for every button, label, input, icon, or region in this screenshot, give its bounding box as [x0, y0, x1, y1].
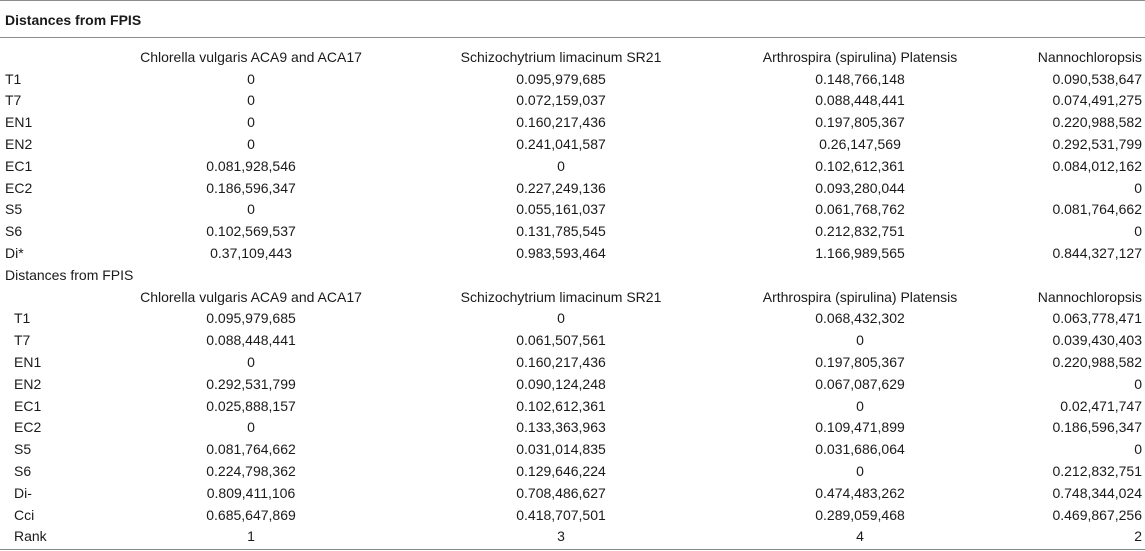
- row-label: EC2: [5, 179, 33, 196]
- table-cell: 0: [247, 419, 255, 436]
- table-cell: 0: [1134, 179, 1142, 196]
- table-cell: 0.844,327,127: [1052, 245, 1142, 262]
- row-label: S6: [14, 463, 32, 480]
- table-cell: 0: [856, 397, 864, 414]
- table-cell: 0.093,280,044: [815, 179, 905, 196]
- table-cell: 0.224,798,362: [206, 463, 296, 480]
- table-row: [0, 220, 1145, 242]
- row-label: EN2: [5, 136, 33, 153]
- table-cell: 0.109,471,899: [815, 419, 905, 436]
- table-row: [0, 199, 1145, 221]
- row-label: T1: [14, 310, 31, 327]
- column-header: Schizochytrium limacinum SR21: [460, 288, 662, 305]
- table-cell: 0.074,491,275: [1052, 92, 1142, 109]
- table-row: [0, 417, 1145, 439]
- table-cell: 0: [856, 463, 864, 480]
- table-cell: 0.289,059,468: [815, 506, 905, 523]
- table-cell: 0.081,764,662: [206, 441, 296, 458]
- corner-cell: [0, 286, 120, 308]
- row-label: S6: [5, 223, 23, 240]
- table-cell: 0.186,596,347: [1052, 419, 1142, 436]
- table-cell: 0.212,832,751: [1052, 463, 1142, 480]
- table-cell: 0.685,647,869: [206, 506, 296, 523]
- column-header: Chlorella vulgaris ACA9 and ACA17: [140, 288, 362, 305]
- table-cell: 0: [247, 201, 255, 218]
- table-cell: 0.186,596,347: [206, 179, 296, 196]
- table-cell: 0.095,979,685: [516, 70, 606, 87]
- table-cell: 0.148,766,148: [815, 70, 905, 87]
- table-cell: 0.068,432,302: [815, 310, 905, 327]
- row-label: EN2: [14, 375, 42, 392]
- table-cell: 0.063,778,471: [1052, 310, 1142, 327]
- table-cell: 0.809,411,106: [206, 484, 296, 501]
- row-label: EC2: [14, 419, 42, 436]
- distances-table: [0, 46, 1145, 547]
- column-header: Arthrospira (spirulina) Platensis: [762, 288, 958, 305]
- table-cell: 0.133,363,963: [516, 419, 606, 436]
- table-cell: 0.37,109,443: [210, 245, 292, 262]
- column-header: Nannochloropsis: [1037, 288, 1142, 305]
- table-cell: 0: [557, 310, 565, 327]
- row-label: Di-: [14, 484, 32, 501]
- table-cell: 0.212,832,751: [815, 223, 905, 240]
- table-cell: 0.031,014,835: [516, 441, 606, 458]
- bottom-rule: [0, 549, 1145, 550]
- table-row: [0, 111, 1145, 133]
- table-cell: 0.02,471,747: [1060, 397, 1142, 414]
- table-row: [0, 460, 1145, 482]
- table-cell: 0.197,805,367: [815, 114, 905, 131]
- table-cell: 0: [557, 157, 565, 174]
- table-cell: 0.227,249,136: [516, 179, 606, 196]
- table-cell: 0.067,087,629: [815, 375, 905, 392]
- table-cell: 0: [856, 332, 864, 349]
- row-label: EN1: [5, 114, 33, 131]
- table-row: [0, 133, 1145, 155]
- row-label: S5: [14, 441, 32, 458]
- table-row: [0, 482, 1145, 504]
- table-row: [0, 68, 1145, 90]
- table-cell: 0.081,928,546: [206, 157, 296, 174]
- table-cell: 0.090,538,647: [1052, 70, 1142, 87]
- table-cell: 0.469,867,256: [1052, 506, 1142, 523]
- title-rule: [0, 37, 1145, 38]
- table-cell: 0.220,988,582: [1052, 114, 1142, 131]
- table-row: [0, 373, 1145, 395]
- table-cell: 0.129,646,224: [516, 463, 606, 480]
- table-cell: 0.095,979,685: [206, 310, 296, 327]
- table-cell: 0.090,124,248: [516, 375, 606, 392]
- row-label: EN1: [14, 354, 42, 371]
- table-row: [0, 329, 1145, 351]
- table-cell: 0.160,217,436: [516, 354, 606, 371]
- table-cell: 0.039,430,403: [1052, 332, 1142, 349]
- table-cell: 0: [1134, 441, 1142, 458]
- table-cell: 0.031,686,064: [815, 441, 905, 458]
- table-cell: 3: [557, 528, 565, 545]
- table-cell: 0.072,159,037: [516, 92, 606, 109]
- table-cell: 0.081,764,662: [1052, 201, 1142, 218]
- column-header: Arthrospira (spirulina) Platensis: [762, 48, 958, 65]
- table-cell: 0.197,805,367: [815, 354, 905, 371]
- table-row: [0, 351, 1145, 373]
- table-cell: 0.088,448,441: [815, 92, 905, 109]
- table-cell: 0.474,483,262: [815, 484, 905, 501]
- table2-header-row: [0, 286, 1145, 308]
- table-cell: 0.292,531,799: [206, 375, 296, 392]
- table-cell: 0.102,612,361: [815, 157, 905, 174]
- table-cell: 0.241,041,587: [516, 136, 606, 153]
- title-bar: [0, 1, 1145, 37]
- table-row: [0, 438, 1145, 460]
- table-row: [0, 308, 1145, 330]
- section2-title: Distances from FPIS: [5, 266, 134, 283]
- table-cell: 0: [247, 92, 255, 109]
- row-label: S5: [5, 201, 23, 218]
- table-cell: 0: [247, 354, 255, 371]
- table-cell: 1.166,989,565: [815, 245, 905, 262]
- row-label: T7: [5, 92, 22, 109]
- row-label: EC1: [14, 397, 42, 414]
- table-cell: 0: [1134, 223, 1142, 240]
- table-title: Distances from FPIS: [5, 12, 142, 28]
- section2-title-row: [0, 264, 1145, 286]
- section2-header: [0, 264, 1145, 286]
- row-label: EC1: [5, 157, 33, 174]
- column-header: Schizochytrium limacinum SR21: [460, 48, 662, 65]
- table2-body: [0, 286, 1145, 548]
- table-cell: 1: [247, 528, 255, 545]
- row-label: Rank: [14, 528, 47, 545]
- table-row: [0, 155, 1145, 177]
- table-row: [0, 504, 1145, 526]
- table-row: [0, 177, 1145, 199]
- table-cell: 0: [1134, 375, 1142, 392]
- table-cell: 0.983,593,464: [516, 245, 606, 262]
- table-cell: 0: [247, 136, 255, 153]
- table-cell: 0.025,888,157: [206, 397, 296, 414]
- corner-cell: [0, 46, 120, 68]
- table-cell: 0.131,785,545: [516, 223, 606, 240]
- table-cell: 0.418,707,501: [516, 506, 606, 523]
- row-label: T1: [5, 70, 22, 87]
- table-cell: 0.220,988,582: [1052, 354, 1142, 371]
- table-cell: 0.102,569,537: [206, 223, 296, 240]
- table-cell: 2: [1134, 528, 1142, 545]
- table1-body: [0, 46, 1145, 264]
- table-cell: 0.708,486,627: [516, 484, 606, 501]
- column-header: Nannochloropsis: [1037, 48, 1142, 65]
- column-header: Chlorella vulgaris ACA9 and ACA17: [140, 48, 362, 65]
- table-cell: 0.061,507,561: [516, 332, 606, 349]
- table-cell: 0: [247, 114, 255, 131]
- table-cell: 0.160,217,436: [516, 114, 606, 131]
- table-cell: 0.084,012,162: [1052, 157, 1142, 174]
- row-label: Di*: [5, 245, 24, 262]
- table-row: [0, 526, 1145, 548]
- table-cell: 0.26,147,569: [819, 136, 901, 153]
- row-label: Cci: [14, 506, 35, 523]
- table-cell: 0.102,612,361: [516, 397, 606, 414]
- table-row: [0, 90, 1145, 112]
- table-cell: 0.748,344,024: [1052, 484, 1142, 501]
- table-cell: 4: [856, 528, 864, 545]
- row-label: T7: [14, 332, 31, 349]
- table-cell: 0.292,531,799: [1052, 136, 1142, 153]
- table-cell: 0: [247, 70, 255, 87]
- table-row: [0, 242, 1145, 264]
- table1-header-row: [0, 46, 1145, 68]
- table-cell: 0.061,768,762: [815, 201, 905, 218]
- table-cell: 0.055,161,037: [516, 201, 606, 218]
- table-cell: 0.088,448,441: [206, 332, 296, 349]
- table-row: [0, 395, 1145, 417]
